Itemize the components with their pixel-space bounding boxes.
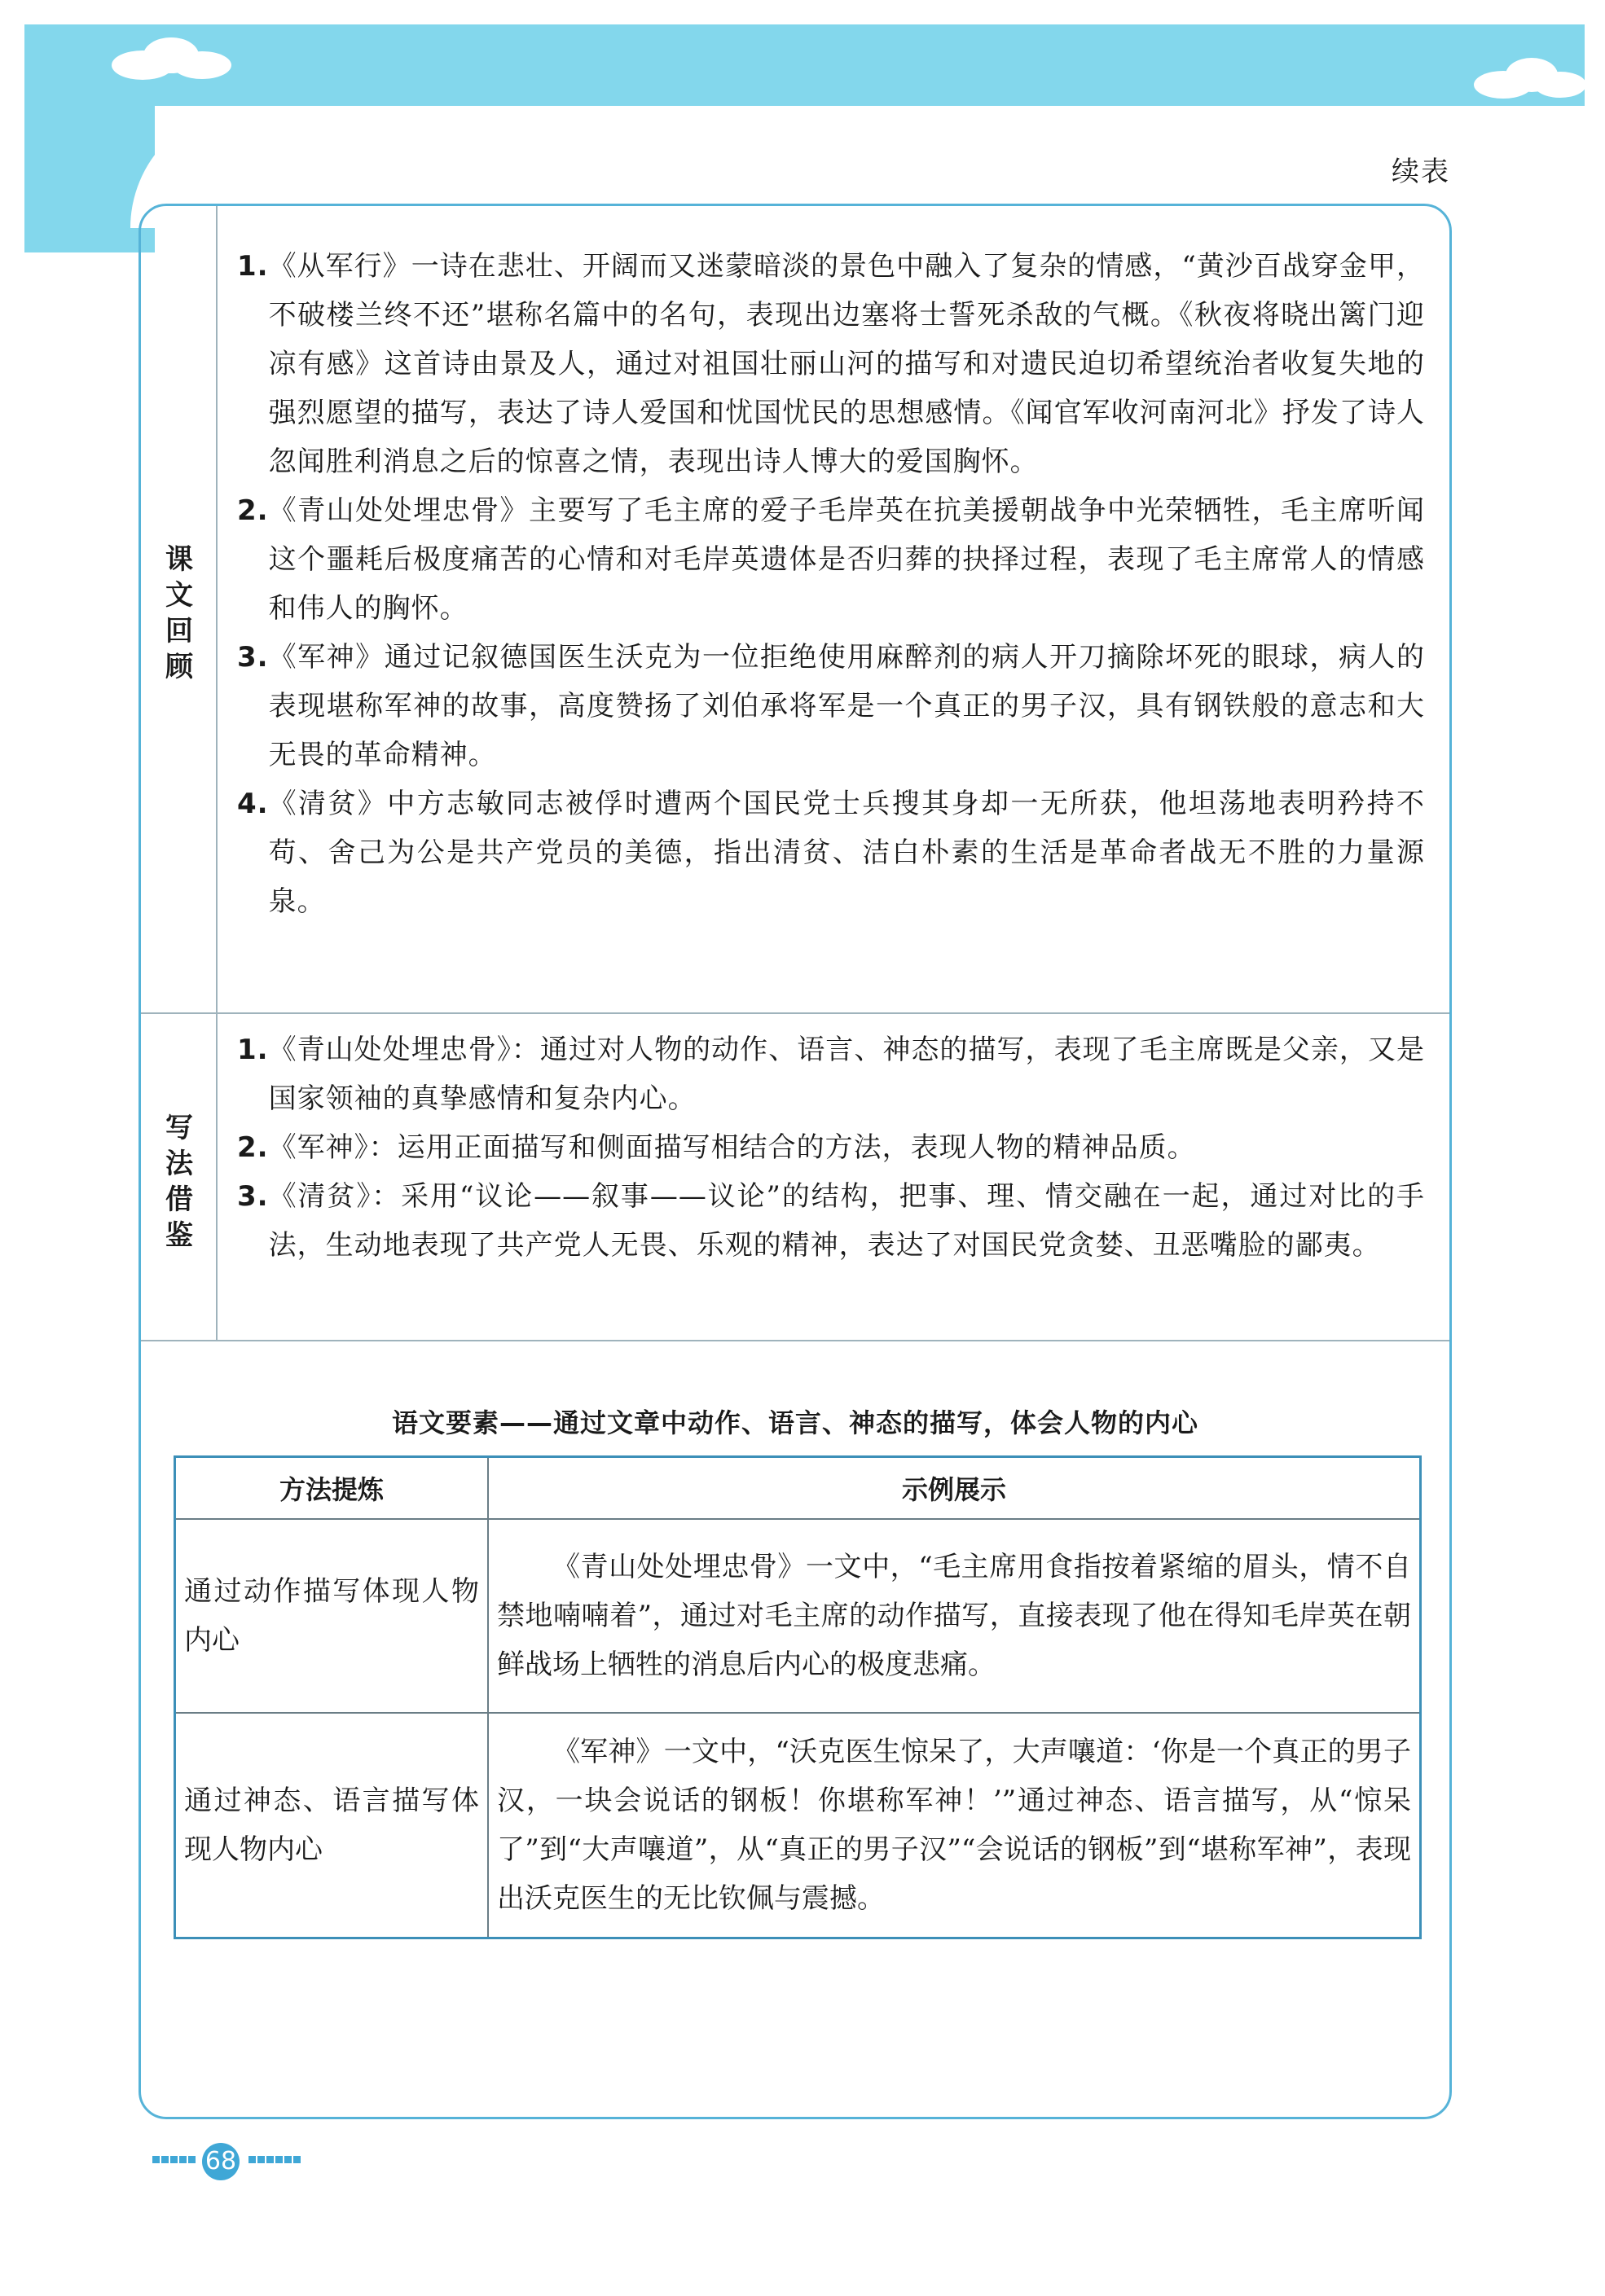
item-text: 《军神》：运用正面描写和侧面描写相结合的方法，表现人物的精神品质。 — [268, 1131, 1196, 1164]
review-item — [237, 779, 1425, 926]
example-cell: 《军神》一文中，“沃克医生惊呆了，大声嚷道：‘你是一个真正的男子汉，一块会说话的钢板！你堪称军神！’”通过神态、语言描写，从“惊呆了”到“大声嚷道”，从“真正的男子汉”“会说话的钢板”到“堪称军神”，表现出沃克医生的无比钦佩与震撼。 — [488, 1713, 1421, 1938]
method-cell: 通过动作描写体现人物内心 — [175, 1519, 489, 1713]
methods-table — [174, 1455, 1422, 1939]
item-text: 《青山处处埋忠骨》：通过对人物的动作、语言、神态的描写，表现了毛主席既是父亲，又是国家领袖的真挚感情和复杂内心。 — [268, 1034, 1425, 1115]
continued-table-label: 续表 — [1392, 156, 1450, 188]
item-text: 《清贫》中方志敏同志被俘时遭两个国民党士兵搜其身却一无所获，他坦荡地表明矜持不苟、舍己为公是共产党员的美德，指出清贫、洁白朴素的生活是革命者战无不胜的力量源泉。 — [268, 788, 1425, 918]
section-divider — [141, 1340, 1449, 1341]
item-number: 3. — [237, 1180, 269, 1213]
writing-section — [237, 1025, 1425, 1270]
review-item — [237, 633, 1425, 779]
example-cell: 《青山处处埋忠骨》一文中，“毛主席用食指按着紧缩的眉头，情不自禁地喃喃着”，通过对毛主席的动作描写，直接表现了他在得知毛岸英在朝鲜战场上牺牲的消息后内心的极度悲痛。 — [488, 1519, 1421, 1713]
cloud-icon — [1466, 54, 1589, 103]
review-section-label: 课文回顾 — [165, 543, 193, 683]
item-text: 《军神》通过记叙德国医生沃克为一位拒绝使用麻醉剂的病人开刀摘除坏死的眼球，病人的表现堪称军神的故事，高度赞扬了刘伯承将军是一个真正的男子汉，具有钢铁般的意志和大无畏的革命精神。 — [268, 641, 1425, 771]
method-cell: 通过神态、语言描写体现人物内心 — [175, 1713, 489, 1938]
item-number: 3. — [237, 641, 269, 674]
item-number: 4. — [237, 788, 269, 820]
header-banner — [24, 24, 1585, 106]
writing-item — [237, 1172, 1425, 1270]
writing-item — [237, 1025, 1425, 1123]
writing-item — [237, 1123, 1425, 1172]
page-number: 68 — [202, 2143, 240, 2180]
item-number: 1. — [237, 250, 269, 283]
section-divider — [141, 1012, 1449, 1014]
item-text: 《从军行》一诗在悲壮、开阔而又迷蒙暗淡的景色中融入了复杂的情感，“黄沙百战穿金甲，不破楼兰终不还”堪称名篇中的名句，表现出边塞将士誓死杀敌的气概。《秋夜将晓出篱门迎凉有感》这首诗由景及人，通过对祖国壮丽山河的描写和对遗民迫切希望统治者收复失地的强烈愿望的描写，表达了诗人爱国和忧国忧民的思想感情。《闻官军收河南河北》抒发了诗人忽闻胜利消息之后的惊喜之情，表现出诗人博大的爱国胸怀。 — [268, 250, 1425, 478]
cloud-icon — [106, 34, 236, 83]
methods-heading: 语文要素——通过文章中动作、语言、神态的描写，体会人物的内心 — [391, 1407, 1198, 1438]
item-number: 2. — [237, 494, 269, 527]
page-badge-decoration-right — [248, 2152, 301, 2167]
review-item — [237, 486, 1425, 633]
side-column-divider — [216, 206, 218, 1340]
review-item — [237, 242, 1425, 486]
summary-panel — [139, 204, 1452, 2119]
page-badge-decoration-left — [152, 2152, 196, 2167]
item-number: 2. — [237, 1131, 269, 1164]
item-text: 《青山处处埋忠骨》主要写了毛主席的爱子毛岸英在抗美援朝战争中光荣牺牲，毛主席听闻这个噩耗后极度痛苦的心情和对毛岸英遗体是否归葬的抉择过程，表现了毛主席常人的情感和伟人的胸怀。 — [268, 494, 1425, 625]
writing-section-label: 写法借鉴 — [165, 1112, 193, 1252]
header-banner-tail — [24, 106, 155, 252]
column-header-method: 方法提炼 — [175, 1457, 489, 1520]
item-text: 《清贫》：采用“议论——叙事——议论”的结构，把事、理、情交融在一起，通过对比的手法，生动地表现了共产党人无畏、乐观的精神，表达了对国民党贪婪、丑恶嘴脸的鄙夷。 — [268, 1180, 1425, 1262]
table-header-row — [175, 1457, 1421, 1520]
column-header-example: 示例展示 — [488, 1457, 1421, 1520]
table-row — [175, 1713, 1421, 1938]
item-number: 1. — [237, 1034, 269, 1066]
review-section — [237, 242, 1425, 926]
table-row — [175, 1519, 1421, 1713]
